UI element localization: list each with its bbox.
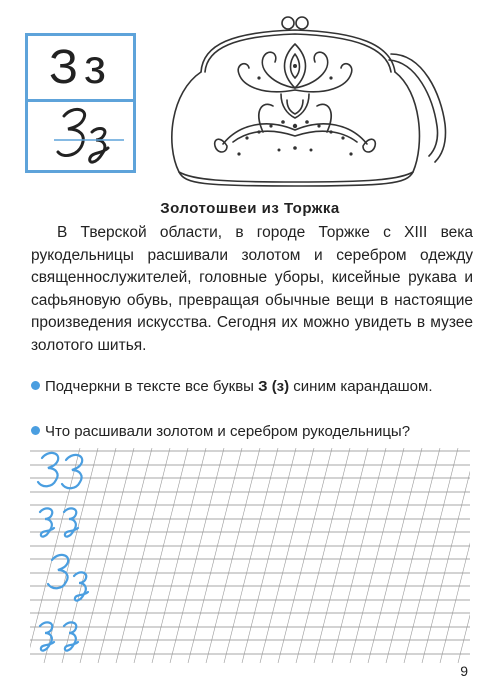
embroidered-handbag-illustration	[163, 14, 448, 192]
printed-letter-pair	[28, 36, 133, 102]
bullet-icon	[31, 381, 40, 390]
task-item-underline	[31, 376, 476, 398]
story-title: Золотошвеи из Торжка	[160, 200, 340, 217]
printed-lowercase-letter: з	[83, 41, 112, 94]
story-paragraph	[31, 222, 473, 357]
cursive-letter-sample	[28, 102, 133, 170]
task-text: Подчеркни в тексте все буквы	[45, 378, 259, 395]
printed-uppercase-letter: З	[48, 41, 84, 94]
letter-box	[25, 33, 136, 173]
task-letter: З (з)	[258, 378, 290, 395]
task-text-end: синим карандашом.	[289, 378, 433, 395]
page-number: 9	[460, 663, 468, 679]
task-text: Что расшивали золотом и серебром рукодельницы?	[45, 423, 411, 440]
task-item-question	[31, 421, 476, 443]
bullet-icon	[31, 426, 40, 435]
handwriting-practice-grid	[30, 448, 470, 663]
cursive-z-icon	[28, 102, 133, 170]
story-text: В Тверской области, в городе Торжке с XIII века рукодельницы расшивали золотом и серебром одежду священнослужителей, головные уборы, кисейные рукава и сафьяновую обувь, превращая обычные вещи в настоящие произведения искусства. Сегодня их можно увидеть в музее золотого шитья.	[31, 224, 473, 354]
